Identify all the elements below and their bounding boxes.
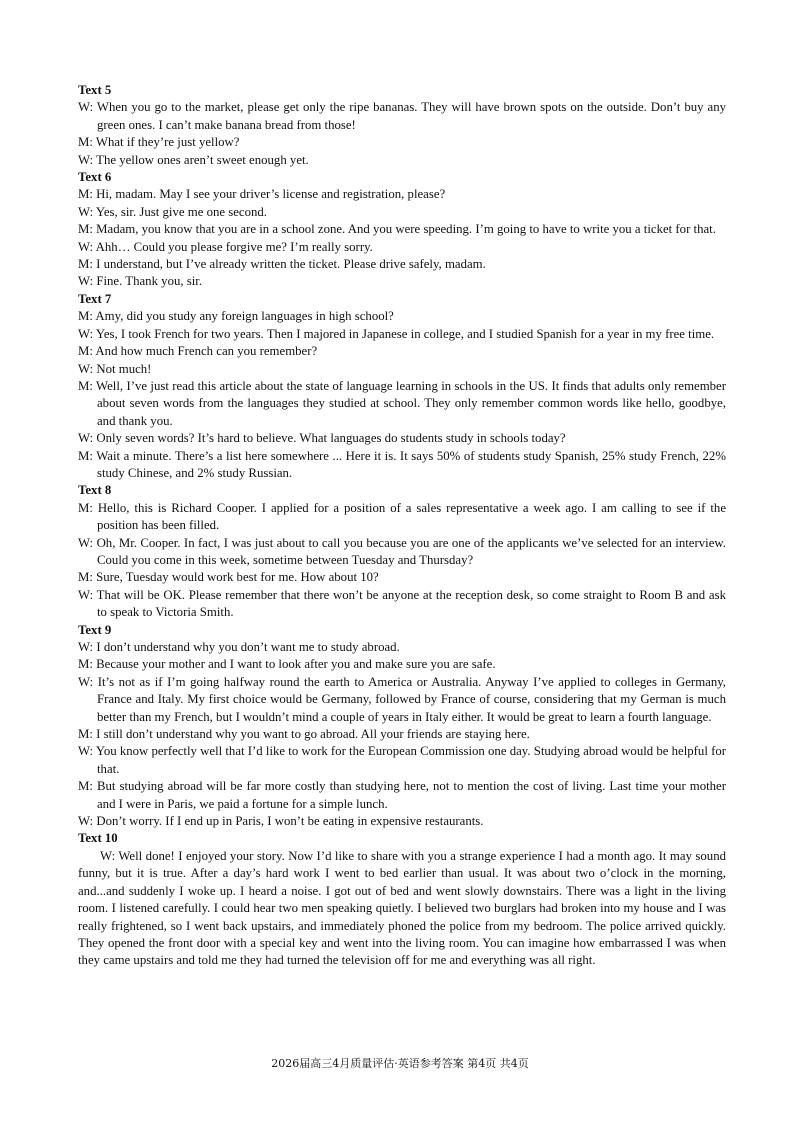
dialogue-line: M: Because your mother and I want to look after you and make sure you are safe. xyxy=(78,657,496,672)
section-text-7 xyxy=(78,291,726,482)
dialogue-line: W: Don’t worry. If I end up in Paris, I won’t be eating in expensive restaurants. xyxy=(78,814,484,829)
dialogue-line: M: Sure, Tuesday would work best for me. How about 10? xyxy=(78,570,379,585)
monologue-paragraph: W: Well done! I enjoyed your story. Now I’d like to share with you a strange experience I had a month ago. It may sound funny, but it is true. After a day’s hard work I went to bed earlier than usual. It was about two o’clock in the morning, and...and suddenly I woke up. I heard a noise. I got out of bed and went slowly downstairs. There was a light in the living room. I listened carefully. I could hear two men speaking quietly. I believed two burglars had broken into my house and I was really frightened, so I went back upstairs, and immediately phoned the police from my bedroom. The police arrived quickly. They opened the front door with a special key and went into the living room. You can imagine how embarrassed I was when they came upstairs and told me they had turned the television off for me and everything was all right. xyxy=(78,848,726,968)
document-body xyxy=(78,82,726,970)
dialogue-line: W: Only seven words? It’s hard to believe. What languages do students study in schools today? xyxy=(78,431,566,446)
dialogue-line: W: Yes, sir. Just give me one second. xyxy=(78,204,267,219)
section-title: Text 6 xyxy=(78,170,112,185)
section-text-8 xyxy=(78,482,726,621)
dialogue-line: M: Amy, did you study any foreign languages in high school? xyxy=(78,309,394,324)
dialogue-line: M: Madam, you know that you are in a school zone. And you were speeding. I’m going to have to write you a ticket for that. xyxy=(78,222,716,237)
section-text-9 xyxy=(78,622,726,831)
page-footer: 2026届高三4月质量评估·英语参考答案 第4页 共4页 xyxy=(271,1057,529,1070)
section-title: Text 9 xyxy=(78,622,112,637)
dialogue-line: M: And how much French can you remember? xyxy=(78,344,318,359)
dialogue-line: M: I still don’t understand why you want to go abroad. All your friends are staying here. xyxy=(78,727,530,742)
dialogue-line: M: Hi, madam. May I see your driver’s license and registration, please? xyxy=(78,187,446,202)
section-text-6 xyxy=(78,169,726,291)
section-title: Text 7 xyxy=(78,291,112,306)
dialogue-line: W: When you go to the market, please get only the ripe bananas. They will have brown spots on the outside. Don’t buy any green ones. I can’t make banana bread from those! xyxy=(78,100,726,132)
section-text-10 xyxy=(78,830,726,969)
dialogue-line: W: I don’t understand why you don’t want me to study abroad. xyxy=(78,640,400,654)
dialogue-line: W: That will be OK. Please remember that there won’t be anyone at the reception desk, so come straight to Room B and ask to speak to Victoria Smith. xyxy=(78,587,726,620)
dialogue-line: M: What if they’re just yellow? xyxy=(78,135,240,150)
dialogue-line: M: But studying abroad will be far more costly than studying here, not to mention the cost of living. Last time your mother and I were in Paris, we paid a fortune for a simple lunch. xyxy=(78,779,726,811)
section-title: Text 8 xyxy=(78,483,112,498)
dialogue-line: M: Well, I’ve just read this article about the state of language learning in schools in the US. It finds that adults only remember about seven words from the languages they studied at school. They only remember common words like hello, goodbye, and thank you. xyxy=(78,378,726,428)
dialogue-line: W: It’s not as if I’m going halfway round the earth to America or Australia. Anyway I’ve applied to colleges in Germany, France and Italy. My first choice would be Germany, followed by France of course, considering that my German is much better than my French, but I wouldn’t mind a couple of years in Italy either. It would be great to learn a fourth language. xyxy=(78,674,726,724)
dialogue-line: W: Fine. Thank you, sir. xyxy=(78,274,203,289)
dialogue-line: W: Yes, I took French for two years. Then I majored in Japanese in college, and I studied Spanish for a year in my free time. xyxy=(78,326,715,341)
dialogue-line: M: Wait a minute. There’s a list here somewhere ... Here it is. It says 50% of students study Spanish, 25% study French, 22% study Chinese, and 2% study Russian. xyxy=(78,448,726,480)
dialogue-line: W: Not much! xyxy=(78,361,152,376)
section-title: Text 5 xyxy=(78,83,112,97)
dialogue-line: W: Oh, Mr. Cooper. In fact, I was just about to call you because you are one of the applicants we’ve selected for an interview. Could you come in this week, sometime between Tuesday and Thursday? xyxy=(78,535,726,567)
dialogue-line: M: Hello, this is Richard Cooper. I applied for a position of a sales representative a week ago. I am calling to see if the position has been filled. xyxy=(78,500,726,533)
dialogue-line: W: You know perfectly well that I’d like to work for the European Commission one day. Studying abroad would be helpful for that. xyxy=(78,744,727,776)
section-title: Text 10 xyxy=(78,831,118,846)
section-text-5 xyxy=(78,82,726,169)
dialogue-line: W: The yellow ones aren’t sweet enough yet. xyxy=(78,152,309,167)
dialogue-line: M: I understand, but I’ve already written the ticket. Please drive safely, madam. xyxy=(78,257,486,272)
dialogue-line: W: Ahh… Could you please forgive me? I’m really sorry. xyxy=(78,239,373,254)
